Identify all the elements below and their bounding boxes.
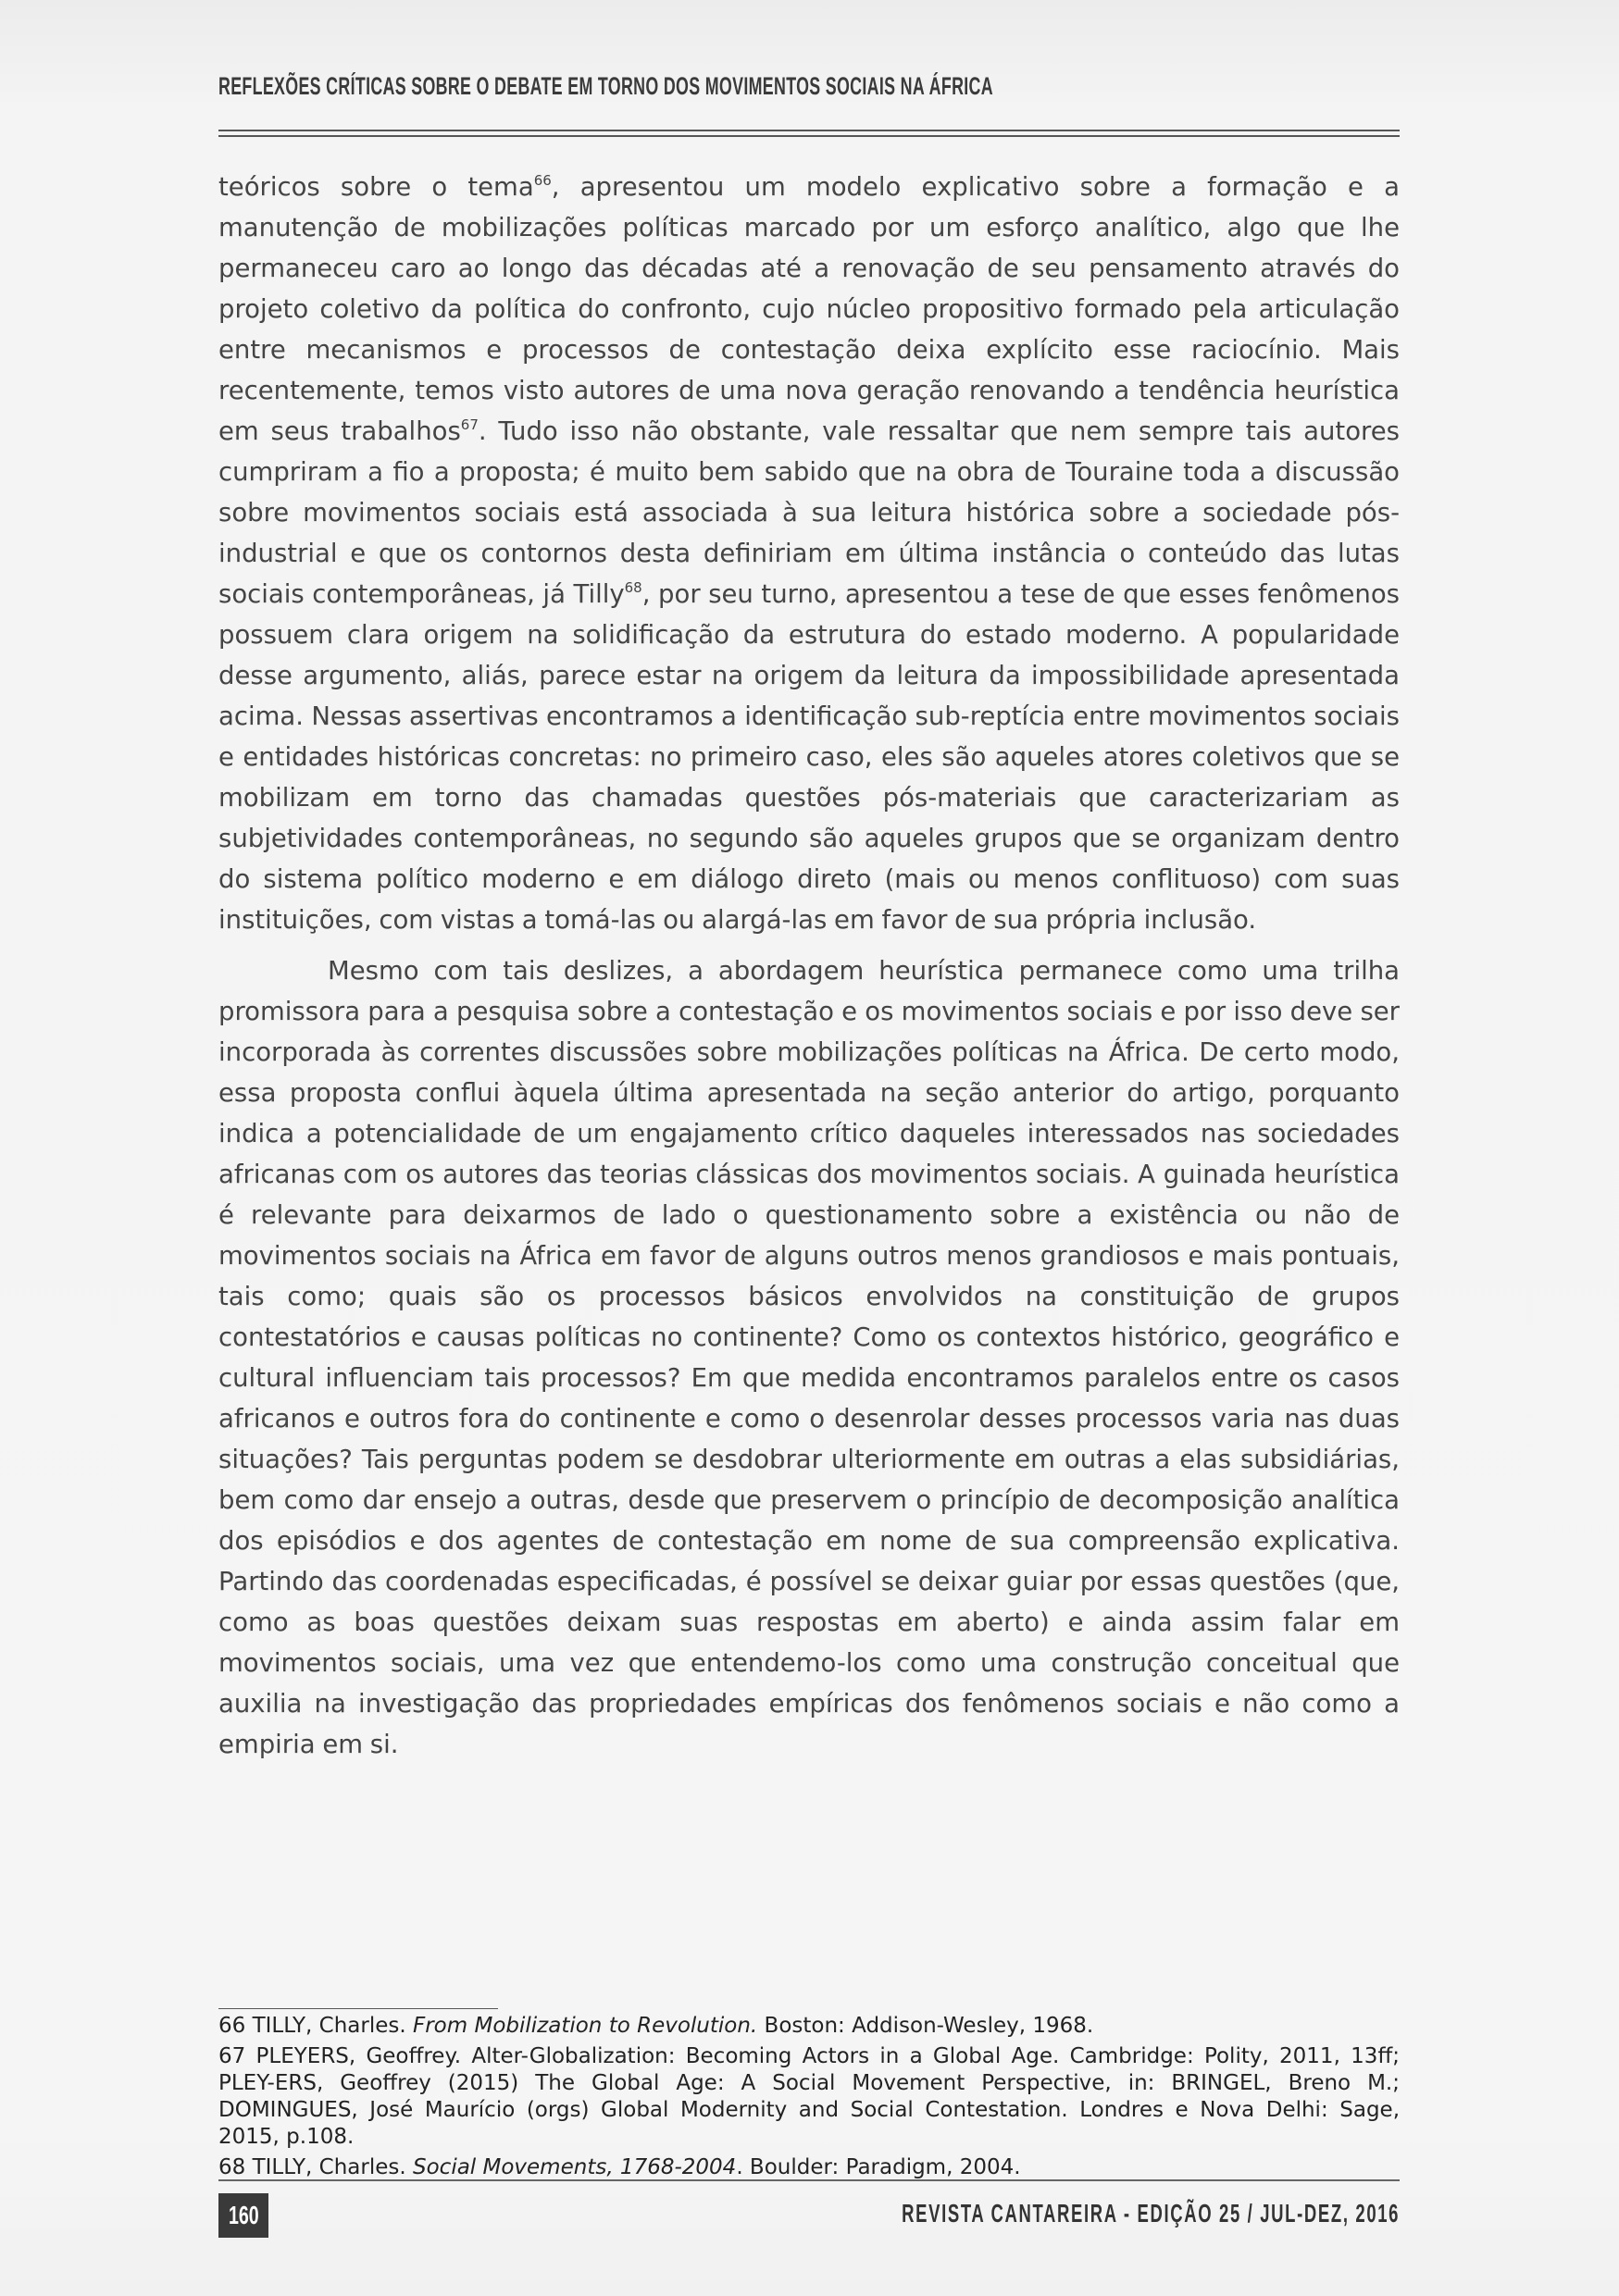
paragraph-1-text-a: teóricos sobre o tema (218, 172, 534, 202)
footnote-66-title: From Mobilization to Revolution. (413, 2014, 758, 2038)
footnote-68-publisher: . Boulder: Paradigm, 2004. (736, 2155, 1021, 2179)
paragraph-1 (218, 167, 1400, 940)
header-rule-bottom (218, 135, 1400, 137)
footnote-66-author: 66 TILLY, Charles. (218, 2014, 413, 2038)
footnote-68-author: 68 TILLY, Charles. (218, 2155, 413, 2179)
header-rule-top (218, 130, 1400, 131)
article-body (218, 167, 1400, 1765)
footnote-ref-67[interactable]: 67 (460, 416, 479, 433)
running-header-title: REFLEXÕES CRÍTICAS SOBRE O DEBATE EM TORNO DOS MOVIMENTOS SOCIAIS NA ÁFRICA (218, 72, 993, 100)
journal-footer: REVISTA CANTAREIRA - EDIÇÃO 25 / JUL-DEZ, 2016 (902, 2199, 1400, 2228)
footnote-68-title: Social Movements, 1768-2004 (413, 2155, 737, 2179)
footnote-68 (218, 2154, 1400, 2181)
page-number: 160 (228, 2201, 259, 2229)
footnote-66 (218, 2013, 1400, 2040)
footnotes (218, 2013, 1400, 2185)
footnote-ref-66[interactable]: 66 (533, 172, 552, 189)
paragraph-2: Mesmo com tais deslizes, a abordagem heurística permanece como uma trilha promissora para a pesquisa sobre a contestação e os movimentos sociais e por isso deve ser incorporada às correntes discussões sobre mobilizações políticas na África. De certo modo, essa proposta conflui àquela última apresentada na seção anterior do artigo, porquanto indica a potencialidade de um engajamento crítico daqueles interessados nas sociedades africanas com os autores das teorias clássicas dos movimentos sociais. A guinada heurística é relevante para deixarmos de lado o questionamento sobre a existência ou não de movimentos sociais na África em favor de alguns outros menos grandiosos e mais pontuais, tais como; quais são os processos básicos envolvidos na constituição de grupos contestatórios e causas políticas no continente? Como os contextos histórico, geográfico e cultural influenciam tais processos? Em que medida encontramos paralelos entre os casos africanos e outros fora do continente e como o desenrolar desses processos varia nas duas situações? Tais perguntas podem se desdobrar ulteriormente em outras a elas subsidiárias, bem como dar ensejo a outras, desde que preservem o princípio de decomposição analítica dos episódios e dos agentes de contestação em nome de sua compreensão explicativa. Partindo das coordenadas especificadas, é possível se deixar guiar por essas questões (que, como as boas questões deixam suas respostas em aberto) e ainda assim falar em movimentos sociais, uma vez que entendemo-los como uma construção conceitual que auxilia na investigação das propriedades empíricas dos fenômenos sociais e não como a empiria em si. (218, 956, 1400, 1759)
footnote-ref-68[interactable]: 68 (624, 579, 642, 596)
page-number-badge (218, 2193, 268, 2238)
footnote-separator (218, 2008, 498, 2009)
footer-rule (218, 2179, 1400, 2181)
footnote-67: 67 PLEYERS, Geoffrey. Alter-Globalization: Becoming Actors in a Global Age. Cambridge: Polity, 2011, 13ff; PLEY-ERS, Geoffrey (2015) The Global Age: A Social Movement Perspective, in: BRINGEL, Breno M.; DOMINGUES, José Maurício (orgs) Global Modernity and Social Contestation. Londres e Nova Delhi: Sage, 2015, p.108. (218, 2044, 1400, 2149)
footnote-66-publisher: Boston: Addison-Wesley, 1968. (757, 2014, 1094, 2038)
paragraph-1-text-d: , por seu turno, apresentou a tese de que esses fenômenos possuem clara origem na solidificação da estrutura do estado moderno. A popularidade desse argumento, aliás, parece estar na origem da leitura da impossibilidade apresentada acima. Nessas assertivas encontramos a identificação sub-reptícia entre movimentos sociais e entidades históricas concretas: no primeiro caso, eles são aqueles atores coletivos que se mobilizam em torno das chamadas questões pós-materiais que caracterizariam as subjetividades contemporâneas, no segundo são aqueles grupos que se organizam dentro do sistema político moderno e em diálogo direto (mais ou menos conflituoso) com suas instituições, com vistas a tomá-las ou alargá-las em favor de sua própria inclusão. (218, 579, 1400, 935)
paragraph-1-text-c: . Tudo isso não obstante, vale ressaltar que nem sempre tais autores cumpriram a fio a proposta; é muito bem sabido que na obra de Touraine toda a discussão sobre movimentos sociais está associada à sua leitura histórica sobre a sociedade pós-industrial e que os contornos desta definiriam em última instância o conteúdo das lutas sociais contemporâneas, já Tilly (218, 416, 1400, 609)
paragraph-1-text-b: , apresentou um modelo explicativo sobre a formação e a manutenção de mobilizações políticas marcado por um esforço analítico, algo que lhe permaneceu caro ao longo das décadas até a renovação de seu pensamento através do projeto coletivo da política do confronto, cujo núcleo propositivo formado pela articulação entre mecanismos e processos de contestação deixa explícito esse raciocínio. Mais recentemente, temos visto autores de uma nova geração renovando a tendência heurística em seus trabalhos (218, 172, 1400, 446)
